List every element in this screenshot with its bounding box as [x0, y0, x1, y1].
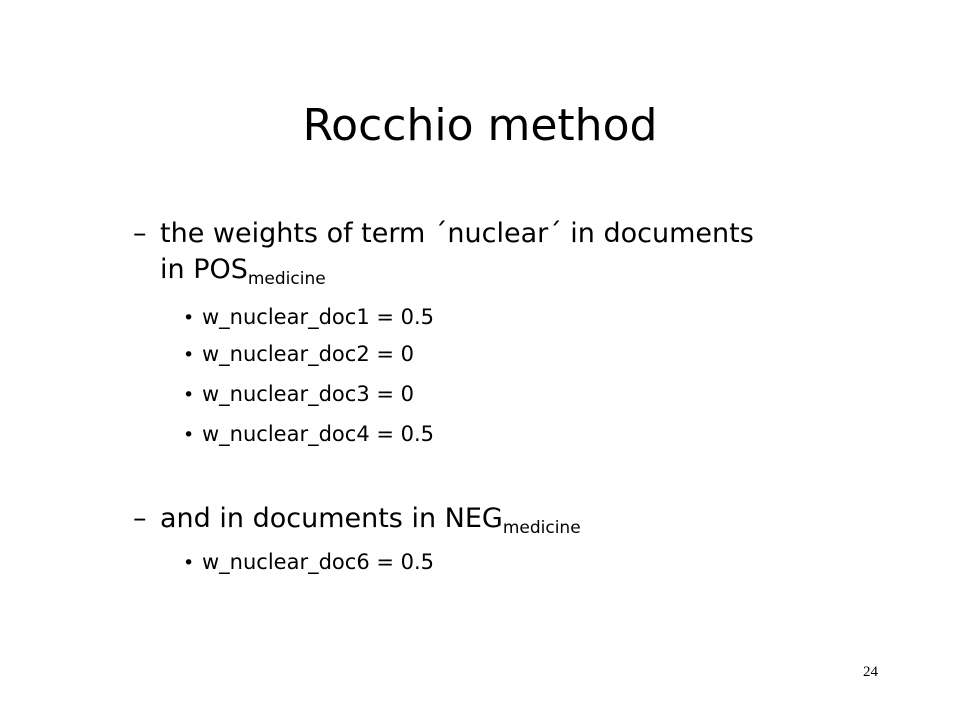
- neg-item-text: and in documents in NEG: [160, 503, 503, 534]
- pos-item-line-1: the weights of term ´nuclear´ in documents: [160, 218, 754, 249]
- pos-subscript: medicine: [247, 269, 326, 289]
- pos-subitem: w_nuclear_doc3 = 0: [202, 382, 414, 406]
- slide-title: Rocchio method: [302, 100, 658, 151]
- bullet-icon: •: [183, 384, 195, 406]
- pos-subitem: w_nuclear_doc1 = 0.5: [202, 305, 435, 329]
- page-number: 24: [863, 664, 878, 680]
- pos-subitem: w_nuclear_doc2 = 0: [202, 342, 414, 366]
- bullet-icon: •: [183, 307, 195, 329]
- pos-item-line-2: [160, 254, 900, 289]
- bullet-icon: •: [183, 424, 195, 446]
- neg-item-line: [160, 503, 900, 538]
- dash-marker: –: [133, 503, 147, 534]
- dash-marker: –: [133, 218, 147, 249]
- bullet-icon: •: [183, 344, 195, 366]
- neg-subitem: w_nuclear_doc6 = 0.5: [202, 550, 435, 574]
- neg-subscript: medicine: [502, 518, 581, 538]
- pos-subitem: w_nuclear_doc4 = 0.5: [202, 422, 435, 446]
- pos-item-text: in POS: [160, 254, 248, 285]
- bullet-icon: •: [183, 552, 195, 574]
